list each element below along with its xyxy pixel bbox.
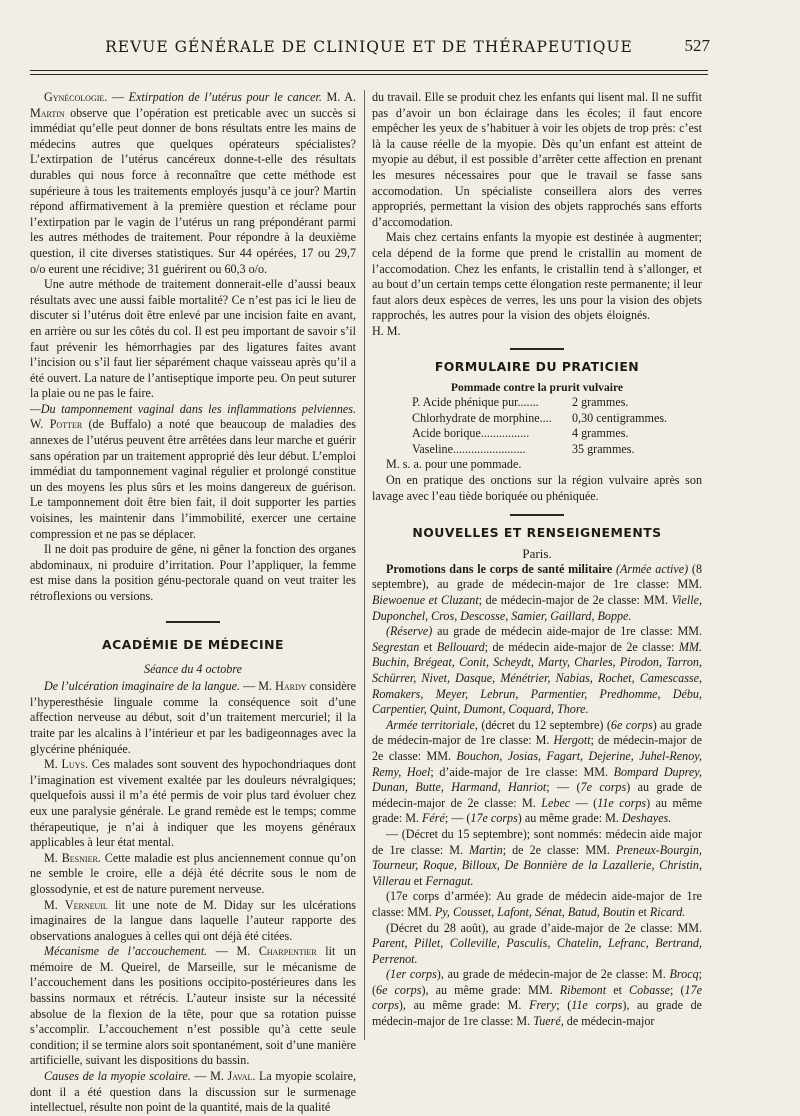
paragraph-text: considère l’hyperesthésie linguale comme la conséquence soit d’une affection nerveuse au début, soit d’un traitement mercuriel; il la traite par les alcalins à l’intérieur et par les badigeonnages avec la glycérine phéniquée. xyxy=(30,679,356,756)
text: ; de médecin aide-major de 2e classe: xyxy=(484,639,679,654)
text: M. A. xyxy=(321,90,357,104)
quantity: 4 grammes. xyxy=(572,426,629,441)
text: (1er corps xyxy=(386,967,437,982)
ingredient: Chlorhydrate de morphine.... xyxy=(412,410,552,425)
ingredient: Vaseline........................ xyxy=(412,441,526,456)
besnier-paragraph xyxy=(30,851,356,898)
gynecologie-paragraph xyxy=(30,90,356,277)
names: Bompard Duprey, Dunan, Butte, Harmand, Hanriot xyxy=(372,764,703,795)
dash: — xyxy=(107,90,129,104)
text: — M. xyxy=(190,1069,228,1084)
quantity: 2 grammes. xyxy=(572,395,629,410)
text: de médecin-major xyxy=(563,1014,655,1029)
names: Lebec xyxy=(541,795,571,810)
text: 17e corps xyxy=(470,811,518,826)
author-name: Besnier xyxy=(61,850,98,865)
paragraph xyxy=(372,230,702,339)
text: (Réserve) xyxy=(386,624,433,639)
news-heading: Promotions dans le corps de santé militaire xyxy=(386,561,613,576)
names: Vielle, Duponchel, Cros, Descosse, Samier, Gaillard, Boppe. xyxy=(372,593,702,623)
text: M. xyxy=(44,897,65,912)
hardy-paragraph xyxy=(30,679,356,757)
names: Bellouard xyxy=(436,639,485,654)
article-title: Extirpation de l’utérus pour le cancer. xyxy=(128,90,322,104)
author-name: Verneuil xyxy=(64,897,108,912)
names: Py, Cousset, Lafont, Sénat, Batud, Boutin xyxy=(434,904,636,919)
territoriale-paragraph xyxy=(372,718,702,827)
names: Martin xyxy=(469,842,503,857)
text: — M. xyxy=(240,679,276,694)
text: ), au même grade: M. xyxy=(398,998,530,1013)
section-label: Gynécologie. xyxy=(44,90,108,104)
text: ; — ( xyxy=(546,780,581,795)
author-name: Martin xyxy=(30,105,65,120)
paragraph-text: . Cette maladie est plus anciennement connue qu’on ne semble le croire, elle a déjà été décrite sous le nom de glossodynie, et est de nature purement nerveuse. xyxy=(30,850,356,896)
text: ; de médecin-major de 2e classe: MM. xyxy=(478,593,672,608)
charpentier-paragraph xyxy=(30,944,356,1069)
text: M. xyxy=(44,757,62,772)
text: — M. xyxy=(207,944,259,959)
journal-title: REVUE GÉNÉRALE DE CLINIQUE ET DE THÉRAPEUTIQUE xyxy=(105,38,633,56)
text: Armée territoriale xyxy=(386,717,475,732)
paragraph: Il ne doit pas produire de gêne, ni gêner la fonction des organes abdominaux, ni produire d’irritation. Pour l’appliquer, la femme est mise dans la position génu-pectorale quand on veut traiter les rétroflexions ou versions. xyxy=(30,542,356,603)
author-name: Javal xyxy=(227,1069,253,1084)
article-title: De l’ulcération imaginaire de la langue. xyxy=(44,679,241,694)
text: ; de 2e classe: MM. xyxy=(502,842,616,857)
article-title: —Du tamponnement vaginal dans les inflammations pelviennes. xyxy=(30,401,356,416)
text: 6e corps xyxy=(610,717,653,732)
paris-subheading: Paris. xyxy=(522,546,552,562)
names: Parent, Pillet, Colleville, Pasculis, Chatelin, Lefranc, Bertrand, Perrenot. xyxy=(372,936,702,966)
text: 11e corps xyxy=(597,795,647,810)
article-title: Causes de la myopie scolaire. xyxy=(44,1069,191,1084)
names: Hergott xyxy=(553,733,591,748)
ingredient: P. Acide phénique pur....... xyxy=(412,395,539,410)
ingredient: Acide borique................ xyxy=(412,426,530,441)
left-column xyxy=(30,90,356,1116)
author-name: Luys xyxy=(61,757,85,772)
text: ), au grade de médecin-major de 1re classe: M. xyxy=(372,998,702,1029)
author-name: Charpentier xyxy=(258,944,317,959)
recipe-row xyxy=(412,426,682,442)
promotions-paragraph xyxy=(372,562,702,624)
names: Preneux-Bourgin, Tourneur, Roque, Billoux, De Bonnière de la Lazallerie, Christin, Villerau xyxy=(372,842,702,888)
recipe-usage: On en pratique des onctions sur la région vulvaire après son lavage avec l’eau tiède boriquée ou phéniquée. xyxy=(372,473,702,503)
recipe-row xyxy=(412,411,682,427)
quantity: 0,30 centigrammes. xyxy=(572,410,668,425)
paragraph: Une autre méthode de traitement donnerait-elle d’aussi beaux résultats avec une aussi faible mortalité? Ce n’est pas ici le lieu de discuter si l’utérus doit être enlevé par une incision faite en avant, en arrière ou sur les côtés du col. Il est peu important de savoir s’il faut prévenir les hémorrhagies par des ligatures faites avant l’incision ou s’il faut lier séparément chaque vaisseau après qu’il a été ouvert. La nature de l’antiseptique importe peu. On peut suturer la plaie ou ne pas le faire. xyxy=(30,277,356,401)
text: W. xyxy=(30,417,50,432)
paragraph-text: observe que l’opération est preticable avec un succès si immédiat qu’elle peut donner de bons résultats entre les mains de médecins autres que quelques opérateurs spécialistes? L’extirpation de l’utérus cancéreux donne-t-elle des résultats durables qui nous force à reconnaître que cette méthode est supérieure à tous les traitements employés jusqu’à ce jour? Martin répond affirmativement à la première question et réclame pour l’extirpation par le vagin de l’utérus un rang prépondérant parmi les autres méthodes de traitement. Pour répondre à la deuxième question, il cite diverses statistiques. Sur 44 opérées, 17 ou 29,7 o/o eurent une récidive; 31 guérirent ou 60,3 o/o. xyxy=(30,105,356,276)
luys-paragraph xyxy=(30,757,356,851)
names: Segrestan xyxy=(372,639,420,654)
paragraph-text: Mais chez certains enfants la myopie est destinée à augmenter; cela dépend de la forme que prend le cristallin au moment de l’accomodation. Chez les enfants, le cristallin tend à s’allonger, et au bout d’un certain temps cette élongation reste permanente; il leur faut alors deux espèces de verres, les uns pour la vision des objets rapprochés, les autres pour la vision des objets éloignés. xyxy=(372,230,702,323)
names: Ribemont xyxy=(559,982,607,997)
text: 17e corps xyxy=(372,982,703,1013)
text: ), au grade de médecin-major de 2e classe: M. xyxy=(436,967,670,982)
text: ; ( xyxy=(556,998,572,1013)
paragraph-text: (de Buffalo) a noté que beaucoup de maladies des annexes de l’utérus peuvent être arrêtées dans leur marche et guérir sans opération par un traitement approprié dès leur début. L’emploi immédiat du tamponnement vaginal régulier et prolongé constitue un des moyens les plus sûrs et les moins dangereux de guérison. Le tamponnement doit être bien fait, il doit supporter les parties voisines, les maintenir dans l’immobilité, exercer une certaine compression et ne pas se déplacer. xyxy=(30,417,356,541)
header-rule xyxy=(30,70,708,75)
paragraph-text: . La myopie scolaire, dont il a été question dans la discussion sur le surmenage intellectuel, résulte non point de la quantité, mais de la qualité xyxy=(30,1069,356,1115)
names: Féré xyxy=(422,811,445,826)
verneuil-paragraph xyxy=(30,898,356,945)
paragraph: du travail. Elle se produit chez les enfants qui lisent mal. Il ne suffit pas d’avoir un bon éclairage dans les écoles; il faut encore empêcher les yeux de s’habituer à voir les objets de trop près: c’est là la cause réelle de la myopie. Dès qu’un enfant est atteint de myopie au début, il est possible d’arrêter cette affection en prenant les mesures nécessaires pour que le travail se fasse sans accomodation. Un spécialiste conseillera alors des verres appropriés, permettant la vision des objets rapprochés sans efforts d’accomodation. xyxy=(372,90,702,229)
text: et xyxy=(635,904,650,919)
recipe-row xyxy=(412,442,682,458)
text: M. xyxy=(44,850,62,865)
names: MM. Buchin, Brégeat, Conit, Scheydt, Marty, Charles, Pirodon, Tarron, Schürrer, Nivet, Dasque, Ménétrier, Nabias, Rochet, Camescasse, Romakers, Meyer, Lebrun, Parmentier, Predhomme, Débu, Carpentier, Quint, Dumont, Coquard, Thore. xyxy=(372,639,702,717)
recipe-list xyxy=(412,395,682,457)
text: et xyxy=(410,873,426,888)
names: Bouchon, Josias, Fagart, Dejerine, Juhel-Renoy, Remy, Hoel xyxy=(372,748,702,779)
text: ; d’aide-major de 1re classe: MM. xyxy=(430,764,614,779)
names: Cobasse xyxy=(629,982,671,997)
author-name: Hardy xyxy=(275,679,307,694)
right-column xyxy=(372,90,702,1030)
decret-28-paragraph xyxy=(372,921,702,968)
names: Deshayes. xyxy=(621,811,672,826)
quantity: 35 grammes. xyxy=(572,441,635,456)
names: Ricard. xyxy=(649,904,686,919)
text: — (Décret du 15 septembre); sont nommés: médecin aide major de 1re classe: M. xyxy=(372,826,702,857)
recipe-instruction: M. s. a. pour une pommade. xyxy=(386,457,522,472)
text: ) au grade de médecin-major de 1re classe: M. xyxy=(372,717,702,748)
corps-17-paragraph xyxy=(372,889,702,920)
text: 11e corps xyxy=(571,998,623,1013)
text: ; ( xyxy=(670,982,685,997)
text: ) au même grade: M. xyxy=(517,811,622,826)
article-title: Mécanisme de l’accouchement. xyxy=(44,944,208,959)
text: (Décret du 28 août), au grade d’aide-major de 2e classe: MM. xyxy=(386,920,702,935)
text: et xyxy=(419,639,437,654)
text: 7e corps xyxy=(580,780,627,795)
text: ; de médecin-major de 2e classe: MM. xyxy=(372,733,702,763)
text: (17e corps d’armée): Au grade de médecin aide-major de 1re classe: MM. xyxy=(372,889,702,919)
page-number: 527 xyxy=(684,36,710,55)
decret-15-paragraph xyxy=(372,827,702,889)
text: ), au même grade: MM. xyxy=(421,982,560,997)
signature: H. M. xyxy=(372,323,401,338)
nouvelles-heading: NOUVELLES ET RENSEIGNEMENTS xyxy=(412,525,662,541)
javal-paragraph xyxy=(30,1069,356,1116)
text: ; — ( xyxy=(444,811,471,826)
reserve-paragraph xyxy=(372,624,702,718)
text: , (décret du 12 septembre) ( xyxy=(474,717,611,732)
paragraph-text: lit un mémoire de M. Queirel, de Marseille, sur le mécanisme de l’accouchement dans les positions occipito-postérieures dans les bassins normaux et rétrécis. L’auteur insiste sur la nécessité absolue de la flexion de la tête, pour que sa rotation puisse s’accomplir. L’accouchement n’est possible qu’à cette seule condition; il se termine alors soit spontanément, soit d’une manière artificielle, suivant les dispositions du bassin. xyxy=(30,944,356,1068)
column-divider xyxy=(364,90,365,1040)
names: Fernagut. xyxy=(425,873,474,888)
names: Brocq xyxy=(669,967,699,982)
seance-date: Séance du 4 octobre xyxy=(144,661,242,676)
recipe-title: Pommade contre la prurit vulvaire xyxy=(450,380,624,394)
paragraph-text: lit une note de M. Diday sur les ulcérations imaginaires de la langue dans laquelle l’auteur rapporte des observations analogues à celles qui ont déjà été citées. xyxy=(30,897,356,943)
author-name: Potter xyxy=(49,417,83,432)
text: (8 septembre), au grade de médecin-major de 1re classe: MM. xyxy=(372,561,702,592)
recipe-row xyxy=(412,395,682,411)
running-header xyxy=(30,30,708,76)
formulaire-heading: FORMULAIRE DU PRATICIEN xyxy=(434,358,640,374)
text: ) au même grade: M. xyxy=(372,795,702,826)
academie-heading: ACADÉMIE DE MÉDECINE xyxy=(102,636,284,652)
text: 6e corps xyxy=(376,982,422,997)
text: et xyxy=(606,982,630,997)
names: Biewoenue et Cluzant xyxy=(372,593,479,608)
text: au grade de médecin aide-major de 1re classe: MM. xyxy=(432,624,702,639)
text: ) au grade de médecin-major de 2e classe: M. xyxy=(372,780,703,810)
text: ; ( xyxy=(372,967,702,997)
corps-1-paragraph xyxy=(372,967,702,1029)
names: Tueré, xyxy=(533,1014,564,1029)
paragraph-text: . Ces malades sont souvent des hypochondriaques dont l’imagination est vivement exaltée par les douleurs névralgiques; quelquefois aussi il m’a été permis de voir plus tard évoluer chez eux une paralysie générale. Le grand remède est le temps; comme thérapeutique, je n’ai à indiquer que les moyens généraux applicables à leur état mental. xyxy=(30,757,356,850)
text: (Armée active) xyxy=(612,561,689,576)
text: — ( xyxy=(570,795,598,810)
names: Frery xyxy=(529,998,557,1013)
tamponnement-paragraph xyxy=(30,402,356,542)
